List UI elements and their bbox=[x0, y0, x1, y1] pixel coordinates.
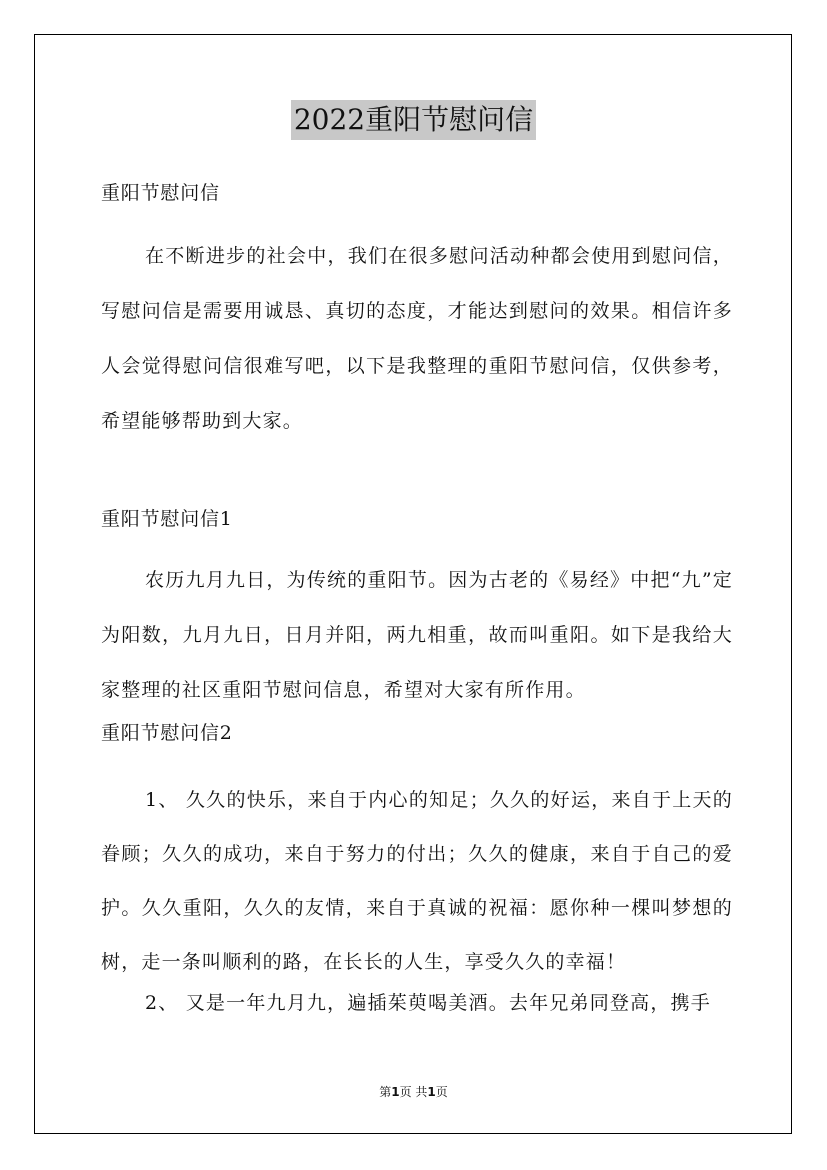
section1-paragraph: 农历九月九日，为传统的重阳节。因为古老的《易经》中把“九”定为阳数，九月九日，日月并阳，两九相重，故而叫重阳。如下是我给大家整理的社区重阳节慰问信息，希望对大家有所作用。 bbox=[101, 569, 733, 701]
section2-item-2: 2、 又是一年九月九，遍插茱萸喝美酒。去年兄弟同登高，携手 bbox=[145, 992, 711, 1014]
intro-paragraph: 在不断进步的社会中，我们在很多慰问活动种都会使用到慰问信，写慰问信是需要用诚恳、真切的态度，才能达到慰问的效果。相信许多人会觉得慰问信很难写吧，以下是我整理的重阳节慰问信，仅供参考，希望能够帮助到大家。 bbox=[101, 245, 733, 432]
footer-page-current: 1 bbox=[391, 1085, 400, 1099]
section2-item-1: 1、 久久的快乐，来自于内心的知足；久久的好运，来自于上天的眷顾；久久的成功，来自于努力的付出；久久的健康，来自于自己的爱护。久久重阳，久久的友情，来自于真诚的祝福：愿你种一棵叫梦想的树，走一条叫顺利的路，在长长的人生，享受久久的幸福！ bbox=[101, 789, 733, 973]
section1-heading: 重阳节慰问信1 bbox=[101, 508, 233, 530]
document-title-wrap bbox=[0, 100, 827, 144]
footer-prefix: 第 bbox=[379, 1085, 392, 1099]
document-title: 2022重阳节慰问信 bbox=[291, 100, 536, 140]
footer-page-total: 1 bbox=[427, 1085, 436, 1099]
footer-suffix: 页 bbox=[435, 1085, 448, 1099]
page-footer bbox=[0, 1084, 827, 1100]
footer-mid: 页 共 bbox=[399, 1085, 428, 1099]
section2-heading: 重阳节慰问信2 bbox=[101, 722, 233, 744]
intro-heading: 重阳节慰问信 bbox=[101, 182, 220, 204]
